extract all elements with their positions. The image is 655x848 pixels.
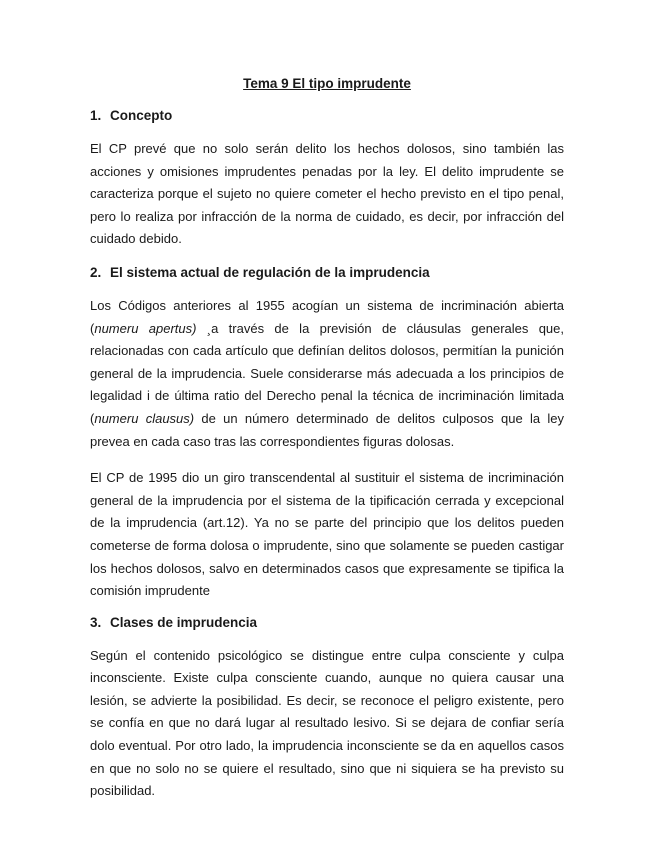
section-heading-clases bbox=[90, 615, 564, 631]
section-title: Concepto bbox=[110, 108, 173, 123]
section-heading-sistema-actual bbox=[90, 265, 564, 281]
italic-term: numeru apertus) bbox=[94, 320, 197, 336]
paragraph-text: ¸a través de la previsión de cláusulas generales que, relacionadas con cada artículo que definían delitos dolosos, permitían la punición general de la imprudencia. Suele considerarse más adecuada a los principios de legalidad i de última ratio del Derecho penal la técnica de incriminación limitada ( bbox=[90, 320, 565, 426]
paragraph: El CP prevé que no solo serán delito los hechos dolosos, sino también las acciones y omisiones imprudentes penadas por la ley. El delito imprudente se caracteriza porque el sujeto no quiere cometer el hecho previsto en el tipo penal, pero lo realiza por infracción de la norma de cuidado, es decir, por infracción del cuidado debido. bbox=[90, 141, 564, 247]
paragraph bbox=[90, 295, 564, 453]
paragraph: El CP de 1995 dio un giro transcendental al sustituir el sistema de incriminación general de la imprudencia por el sistema de la tipificación cerrada y excepcional de la imprudencia (art.12). Ya no se parte del principio que los delitos pueden cometerse de forma dolosa o imprudente, sino que solamente se pueden castigar los hechos dolosos, salvo en determinados casos que expresamente se tipifica la comisión imprudente bbox=[90, 470, 564, 599]
document-title: Tema 9 El tipo imprudente bbox=[243, 76, 411, 91]
section-number: 2. bbox=[90, 264, 102, 280]
section-title: El sistema actual de regulación de la imprudencia bbox=[110, 264, 430, 280]
section-number: 3. bbox=[90, 614, 102, 630]
document-page bbox=[90, 76, 564, 817]
section-heading-concepto bbox=[90, 108, 564, 124]
section-number: 1. bbox=[90, 108, 102, 123]
paragraph-text: de un número determinado de delitos culposos que la ley prevea en cada caso tras las correspondientes figuras dolosas. bbox=[90, 410, 564, 449]
italic-term: numeru clausus) bbox=[94, 410, 195, 426]
paragraph: Según el contenido psicológico se distingue entre culpa consciente y culpa inconsciente. Existe culpa consciente cuando, aunque no quiera causar una lesión, se advierte la posibilidad. Es decir, se reconoce el peligro existente, pero se confía en que no dará lugar al resultado lesivo. Si se dejara de confiar sería dolo eventual. Por otro lado, la imprudencia inconsciente se da en aquellos casos en que no solo no se quiere el resultado, sino que ni siquiera se ha previsto su posibilidad. bbox=[90, 647, 564, 799]
paragraph-text: Los Códigos anteriores al 1955 acogían un sistema de incriminación abierta ( bbox=[90, 297, 564, 336]
section-title: Clases de imprudencia bbox=[110, 614, 258, 630]
